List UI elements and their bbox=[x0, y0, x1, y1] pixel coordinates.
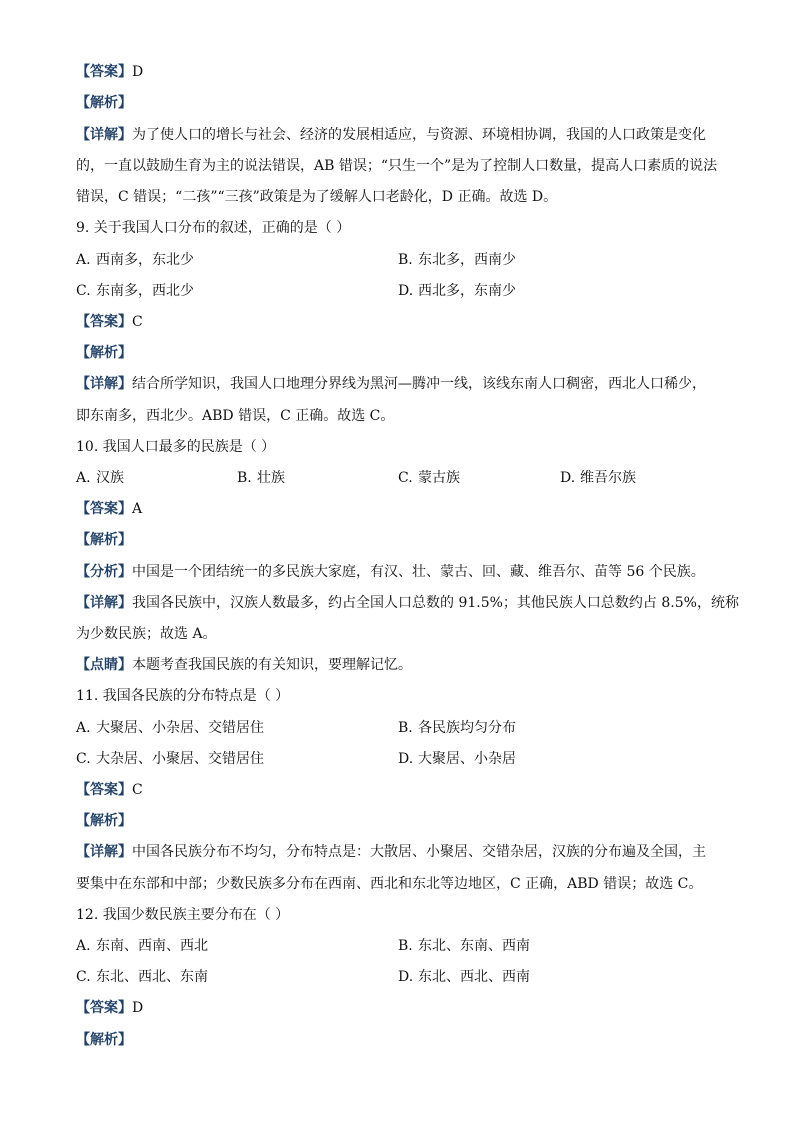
answer-tag: 【答案】 bbox=[76, 314, 132, 330]
q10-fenxi-text: 中国是一个团结统一的多民族大家庭，有汉、壮、蒙古、回、藏、维吾尔、苗等 56 个民族。 bbox=[132, 564, 705, 580]
q10-detail-line-1 bbox=[76, 593, 739, 613]
q11-detail-line-1 bbox=[76, 842, 726, 862]
option-text: 汉族 bbox=[96, 470, 124, 486]
answer-tag: 【答案】 bbox=[76, 501, 132, 517]
q12-answer-line bbox=[76, 998, 726, 1018]
q9-analysis-line bbox=[76, 343, 726, 363]
q10-option-a[interactable] bbox=[76, 468, 124, 488]
q10-option-b[interactable] bbox=[237, 468, 285, 488]
option-text: 东北、西北、西南 bbox=[418, 969, 530, 985]
q10-dianjing-text: 本题考查我国民族的有关知识，要理解记忆。 bbox=[132, 657, 412, 673]
dianjing-tag: 【点睛】 bbox=[76, 657, 132, 673]
q12-option-d[interactable] bbox=[398, 967, 530, 987]
q9-option-a[interactable] bbox=[76, 250, 194, 270]
option-letter: B. bbox=[398, 938, 413, 954]
option-letter: B. bbox=[398, 720, 413, 736]
q11-answer-line bbox=[76, 780, 726, 800]
q10-detail-text-1: 我国各民族中，汉族人数最多，约占全国人口总数的 91.5%；其他民族人口总数约占 8.5%，统称 bbox=[132, 595, 739, 611]
option-letter: D. bbox=[560, 470, 576, 486]
q9-option-d[interactable] bbox=[398, 281, 516, 301]
q10-fenxi-line bbox=[76, 562, 726, 582]
option-text: 各民族均匀分布 bbox=[418, 720, 516, 736]
option-text: 蒙古族 bbox=[418, 470, 460, 486]
detail-tag: 【详解】 bbox=[76, 595, 132, 611]
option-text: 大杂居、小聚居、交错居住 bbox=[96, 751, 264, 767]
q8-detail-text-1: 为了使人口的增长与社会、经济的发展相适应，与资源、环境相协调，我国的人口政策是变化 bbox=[132, 127, 706, 143]
q12-answer: D bbox=[132, 1000, 144, 1016]
q10-option-d[interactable] bbox=[560, 468, 636, 488]
option-text: 西南多，东北少 bbox=[96, 252, 194, 268]
q9-detail-line-2: 即东南多，西北少。ABD 错误，C 正确。故选 C。 bbox=[76, 408, 395, 424]
detail-tag: 【详解】 bbox=[76, 844, 132, 860]
q11-option-d[interactable] bbox=[398, 749, 516, 769]
option-letter: A. bbox=[76, 938, 91, 954]
answer-tag: 【答案】 bbox=[76, 782, 132, 798]
q9-option-c[interactable] bbox=[76, 281, 194, 301]
q11-stem: 11. 我国各民族的分布特点是（ ） bbox=[76, 688, 290, 704]
option-letter: D. bbox=[398, 969, 414, 985]
q10-stem: 10. 我国人口最多的民族是（ ） bbox=[76, 439, 276, 455]
option-text: 东南、西南、西北 bbox=[96, 938, 208, 954]
option-text: 大聚居、小杂居 bbox=[418, 751, 516, 767]
option-letter: D. bbox=[398, 751, 414, 767]
q10-detail-line-2: 为少数民族；故选 A。 bbox=[76, 626, 217, 642]
analysis-tag: 【解析】 bbox=[76, 813, 132, 829]
answer-tag: 【答案】 bbox=[76, 64, 132, 80]
option-letter: B. bbox=[398, 252, 413, 268]
q8-detail-line-2: 的，一直以鼓励生育为主的说法错误，AB 错误；“只生一个”是为了控制人口数量，提高人口素质的说法 bbox=[76, 158, 718, 174]
q10-answer: A bbox=[132, 501, 143, 517]
option-letter: C. bbox=[76, 751, 91, 767]
option-letter: A. bbox=[76, 252, 91, 268]
q9-detail-line-1 bbox=[76, 374, 726, 394]
option-letter: C. bbox=[76, 283, 91, 299]
q8-detail-line-3: 错误，C 错误；“二孩”“三孩”政策是为了缓解人口老龄化，D 正确。故选 D。 bbox=[76, 189, 558, 205]
option-text: 西北多，东南少 bbox=[418, 283, 516, 299]
detail-tag: 【详解】 bbox=[76, 376, 132, 392]
q10-answer-line bbox=[76, 499, 726, 519]
q12-option-b[interactable] bbox=[398, 936, 530, 956]
q8-analysis-line bbox=[76, 93, 726, 113]
q10-analysis-line bbox=[76, 530, 726, 550]
q11-answer: C bbox=[132, 782, 143, 798]
analysis-tag: 【解析】 bbox=[76, 95, 132, 111]
q9-detail-text-1: 结合所学知识，我国人口地理分界线为黑河—腾冲一线，该线东南人口稠密，西北人口稀少， bbox=[132, 376, 706, 392]
option-text: 东南多，西北少 bbox=[96, 283, 194, 299]
option-text: 东北多，西南少 bbox=[418, 252, 516, 268]
option-text: 东北、东南、西南 bbox=[418, 938, 530, 954]
analysis-tag: 【解析】 bbox=[76, 532, 132, 548]
q8-answer: D bbox=[132, 64, 144, 80]
option-text: 壮族 bbox=[257, 470, 285, 486]
q8-answer-line bbox=[76, 62, 726, 82]
option-letter: A. bbox=[76, 470, 91, 486]
option-text: 大聚居、小杂居、交错居住 bbox=[96, 720, 264, 736]
q9-answer-line bbox=[76, 312, 726, 332]
q9-answer: C bbox=[132, 314, 143, 330]
q11-option-b[interactable] bbox=[398, 718, 516, 738]
answer-tag: 【答案】 bbox=[76, 1000, 132, 1016]
option-text: 维吾尔族 bbox=[580, 470, 636, 486]
option-letter: B. bbox=[237, 470, 252, 486]
fenxi-tag: 【分析】 bbox=[76, 564, 132, 580]
option-letter: C. bbox=[398, 470, 413, 486]
analysis-tag: 【解析】 bbox=[76, 345, 132, 361]
q9-stem: 9. 关于我国人口分布的叙述，正确的是（ ） bbox=[76, 220, 351, 236]
q11-detail-line-2: 要集中在东部和中部；少数民族多分布在西南、西北和东北等边地区，C 正确，ABD 错误；故选 C。 bbox=[76, 876, 703, 892]
q11-option-c[interactable] bbox=[76, 749, 264, 769]
option-text: 东北、西北、东南 bbox=[96, 969, 208, 985]
detail-tag: 【详解】 bbox=[76, 127, 132, 143]
q12-analysis-line bbox=[76, 1030, 726, 1050]
q9-option-b[interactable] bbox=[398, 250, 516, 270]
q11-option-a[interactable] bbox=[76, 718, 264, 738]
q10-dianjing-line bbox=[76, 655, 726, 675]
q12-stem: 12. 我国少数民族主要分布在（ ） bbox=[76, 907, 290, 923]
option-letter: A. bbox=[76, 720, 91, 736]
option-letter: C. bbox=[76, 969, 91, 985]
q11-detail-text-1: 中国各民族分布不均匀，分布特点是：大散居、小聚居、交错杂居，汉族的分布遍及全国，主 bbox=[132, 844, 706, 860]
q10-option-c[interactable] bbox=[398, 468, 460, 488]
q12-option-a[interactable] bbox=[76, 936, 208, 956]
q11-analysis-line bbox=[76, 811, 726, 831]
analysis-tag: 【解析】 bbox=[76, 1032, 132, 1048]
option-letter: D. bbox=[398, 283, 414, 299]
q8-detail-line-1 bbox=[76, 125, 726, 145]
q12-option-c[interactable] bbox=[76, 967, 208, 987]
